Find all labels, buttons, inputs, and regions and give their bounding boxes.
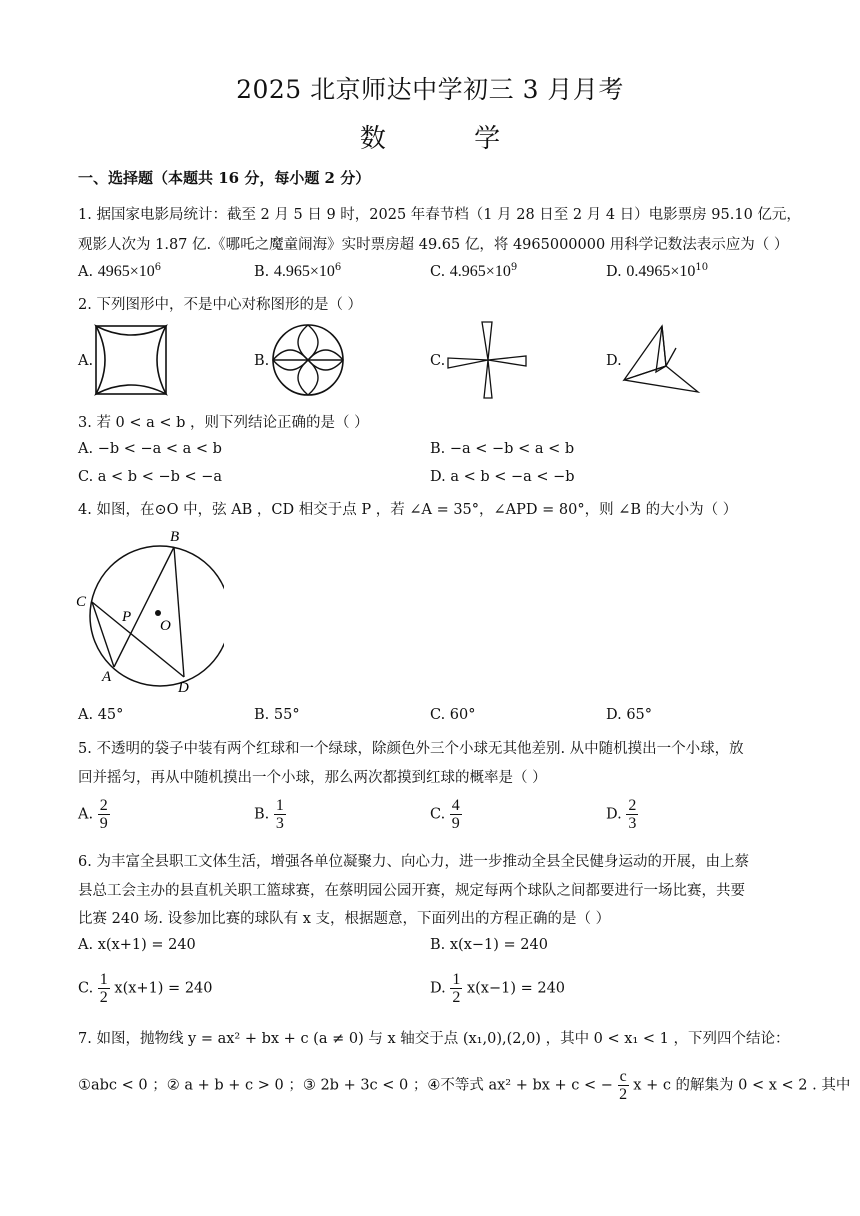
q4-label-p: P <box>122 609 132 625</box>
q6-option-b: B. x(x−1) = 240 <box>430 937 548 953</box>
q6-option-c: C. $\frac{1}{2}$ x(x+1) = 240 <box>78 971 213 1006</box>
q6-line3: 比赛 240 场. 设参加比赛的球队有 x 支，根据题意，下面列出的方程正确的是（ ） <box>78 911 611 927</box>
q5-line2: 回并摇匀，再从中随机摸出一个小球，那么两次都摸到红球的概率是（ ） <box>78 770 547 786</box>
q4-stem: 4. 如图，在⊙O 中，弦 AB ，CD 相交于点 P ，若 ∠A = 35°，∠APD = 80°，则 ∠B 的大小为（ ） <box>78 502 738 518</box>
q6-option-a: A. x(x+1) = 240 <box>78 937 196 953</box>
q2-label-a: A. <box>78 353 94 369</box>
q7-line1: 7. 如图，抛物线 y = ax² + bx + c (a ≠ 0) 与 x 轴交于点 (x₁,0),(2,0) ，其中 0 < x₁ < 1 ，下列四个结论： <box>78 1031 790 1047</box>
q2-label-b: B. <box>254 353 270 369</box>
q4-label-d: D <box>178 680 189 696</box>
q2-figure-b <box>270 322 346 398</box>
q6-line1: 6. 为丰富全县职工文体生活，增强各单位凝聚力、向心力，进一步推动全县全民健身运动的开展，由上蔡 <box>78 854 749 870</box>
q1-option-d: D. $0.4965\times 10^{10}$ <box>606 262 709 280</box>
q7-line2: ①abc < 0 ；② a + b + c > 0 ；③ 2b + 3c < 0 ；④不等式 ax² + bx + c < − $\frac{c}{2}$ x + c 的解集为 0 < x < 2 . 其中 <box>78 1068 851 1103</box>
q3-option-b: B. −a < −b < a < b <box>430 441 575 457</box>
q5-option-c: C. $\frac{4}{9}$ <box>430 797 460 832</box>
q3-option-c: C. a < b < −b < −a <box>78 469 223 485</box>
q4-option-a: A. 45° <box>78 707 124 723</box>
q1-option-b: B. $4.965\times 10^6$ <box>254 262 342 280</box>
q2-figure-c <box>446 320 530 400</box>
q2-stem: 2. 下列图形中，不是中心对称图形的是（ ） <box>78 297 363 313</box>
q4-circle-figure <box>74 524 224 696</box>
q6-line2: 县总工会主办的县直机关职工篮球赛，在蔡明园公园开赛，规定每两个球队之间都要进行一场比赛，共要 <box>78 883 745 899</box>
q2-figure-a <box>94 324 168 396</box>
q5-option-d: D. $\frac{2}{3}$ <box>606 797 637 832</box>
q4-option-d: D. 65° <box>606 707 653 723</box>
q3-option-a: A. −b < −a < a < b <box>78 441 222 457</box>
q1-line2: 观影人次为 1.87 亿.《哪吒之魔童闹海》实时票房超 49.65 亿，将 4965000000 用科学记数法表示应为（ ） <box>78 237 789 253</box>
q4-option-c: C. 60° <box>430 707 476 723</box>
section-heading: 一、选择题（本题共 16 分，每小题 2 分） <box>78 169 371 187</box>
q1-line1: 1. 据国家电影局统计：截至 2 月 5 日 9 时，2025 年春节档（1 月 28 日至 2 月 4 日）电影票房 95.10 亿元， <box>78 207 801 223</box>
q1-option-c: C. $4.965\times 10^9$ <box>430 262 518 280</box>
q5-line1: 5. 不透明的袋子中装有两个红球和一个绿球，除颜色外三个小球无其他差别. 从中随机摸出一个小球，放 <box>78 741 744 757</box>
subject-title: 数 学 <box>359 124 541 154</box>
q4-label-b: B <box>170 529 180 545</box>
q6-option-d: D. $\frac{1}{2}$ x(x−1) = 240 <box>430 971 566 1006</box>
q1-option-a: A. $4965\times 10^6$ <box>78 262 162 280</box>
q4-label-o: O <box>160 618 171 634</box>
q2-label-d: D. <box>606 353 622 369</box>
q4-label-a: A <box>102 669 112 685</box>
q5-option-a: A. $\frac{2}{9}$ <box>78 797 108 832</box>
q4-label-c: C <box>76 594 87 610</box>
q3-stem: 3. 若 0 < a < b ，则下列结论正确的是（ ） <box>78 415 369 431</box>
q2-figure-d <box>622 322 702 396</box>
exam-title: 2025 北京师达中学初三 3 月月考 <box>236 75 624 104</box>
q5-option-b: B. $\frac{1}{3}$ <box>254 797 284 832</box>
q4-option-b: B. 55° <box>254 707 300 723</box>
q2-label-c: C. <box>430 353 446 369</box>
q3-option-d: D. a < b < −a < −b <box>430 469 575 485</box>
